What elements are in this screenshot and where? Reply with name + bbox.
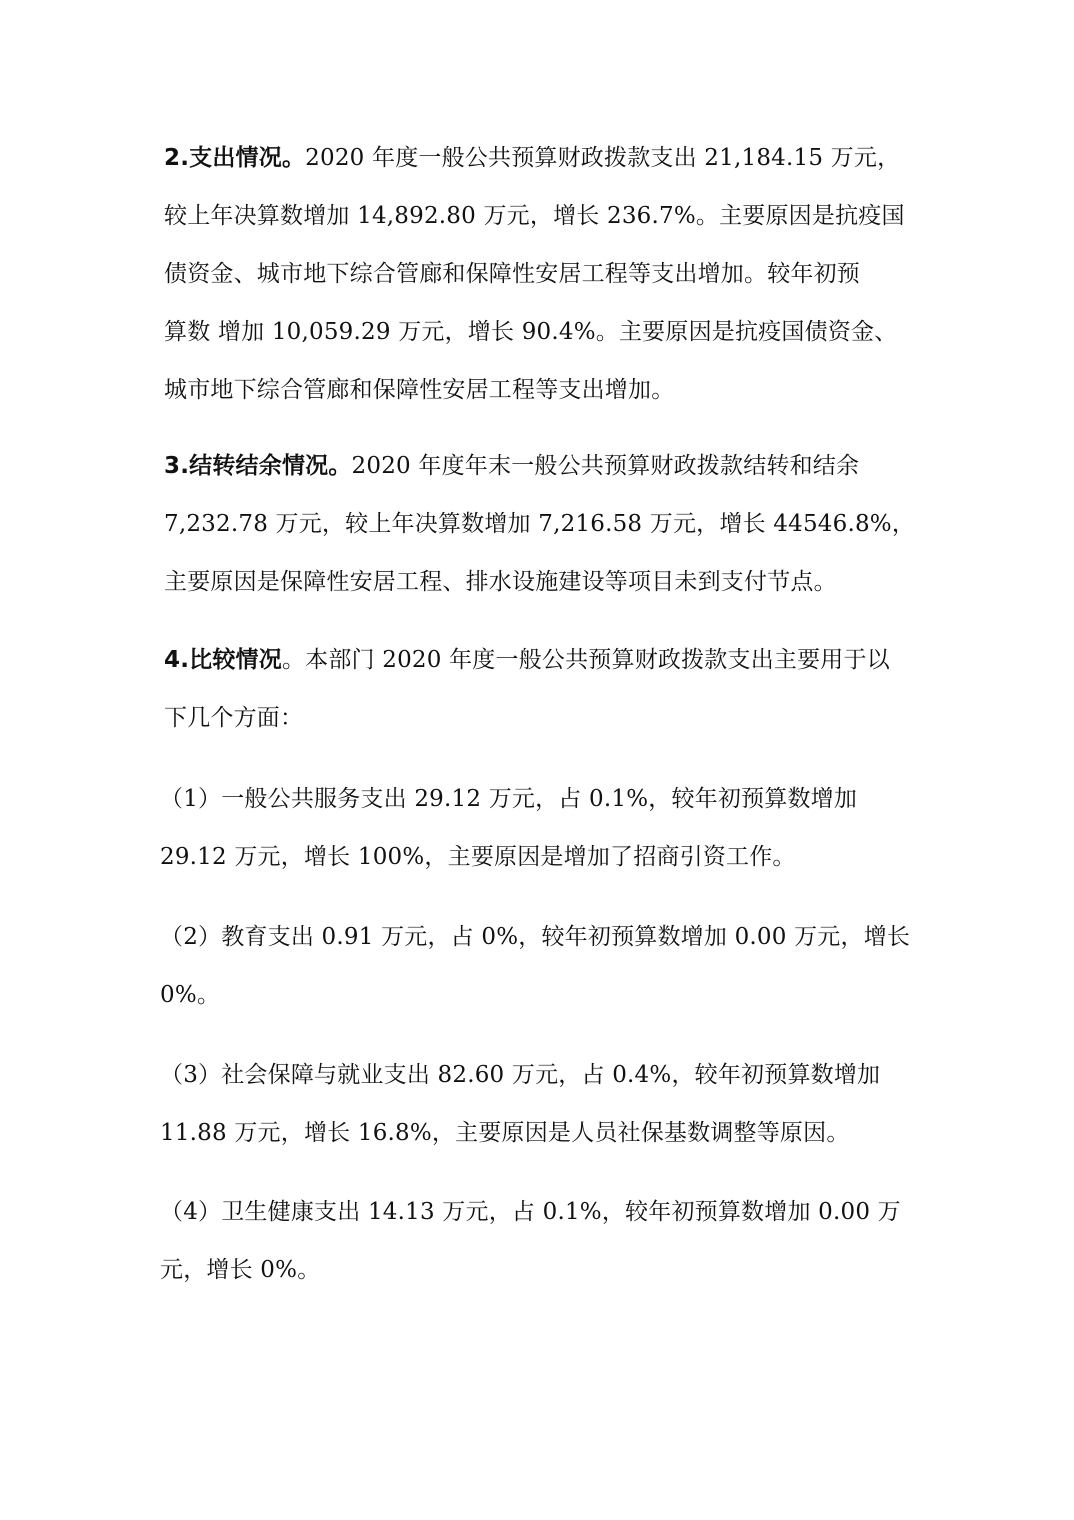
paragraph-line: 7,232.78 万元，较上年决算数增加 7,216.58 万元，增长 44546.8%， [164, 511, 916, 537]
paragraph-line [164, 129, 924, 187]
section-expenditure [164, 129, 924, 419]
paragraph-line: 债资金、城市地下综合管廊和保障性安居工程等支出增加。较年初预 [164, 261, 860, 287]
line-text: 。本部门 2020 年度一般公共预算财政拨款支出主要用于以 [281, 647, 890, 673]
section-heading: 3.结转结余情况。 [164, 453, 352, 479]
list-item [160, 1183, 920, 1299]
paragraph-line [164, 437, 924, 495]
paragraph-line: （2）教育支出 0.91 万元，占 0%，较年初预算数增加 0.00 万元，增长 [160, 924, 911, 950]
paragraph-line: （4）卫生健康支出 14.13 万元，占 0.1%，较年初预算数增加 0.00 万 [160, 1199, 901, 1225]
paragraph-line [164, 631, 924, 689]
paragraph-line: 城市地下综合管廊和保障性安居工程等支出增加。 [164, 377, 675, 403]
paragraph-line: （3）社会保障与就业支出 82.60 万元，占 0.4%，较年初预算数增加 [160, 1062, 881, 1088]
section-heading: 2.支出情况。 [164, 145, 306, 171]
paragraph-line: 29.12 万元，增长 100%，主要原因是增加了招商引资工作。 [160, 844, 796, 870]
section-heading: 4.比较情况 [164, 647, 282, 673]
section-carryover [164, 437, 924, 611]
paragraph-line: 元，增长 0%。 [160, 1257, 321, 1283]
line-text: 2020 年度年末一般公共预算财政拨款结转和结余 [351, 453, 860, 479]
section-comparison [164, 631, 924, 747]
list-item [160, 1046, 920, 1162]
list-item [160, 908, 920, 1024]
list-item [160, 770, 920, 886]
paragraph-line: 算数 增加 10,059.29 万元，增长 90.4%。主要原因是抗疫国债资金、 [164, 319, 898, 345]
paragraph-line: 0%。 [160, 982, 221, 1008]
paragraph-line: 下几个方面： [164, 705, 304, 731]
paragraph-line: 较上年决算数增加 14,892.80 万元，增长 236.7%。主要原因是抗疫国 [164, 203, 905, 229]
line-text: 2020 年度一般公共预算财政拨款支出 21,184.15 万元， [305, 145, 901, 171]
paragraph-line: 主要原因是保障性安居工程、排水设施建设等项目未到支付节点。 [164, 569, 837, 595]
paragraph-line: 11.88 万元，增长 16.8%，主要原因是人员社保基数调整等原因。 [160, 1120, 850, 1146]
paragraph-line: （1）一般公共服务支出 29.12 万元，占 0.1%，较年初预算数增加 [160, 786, 858, 812]
